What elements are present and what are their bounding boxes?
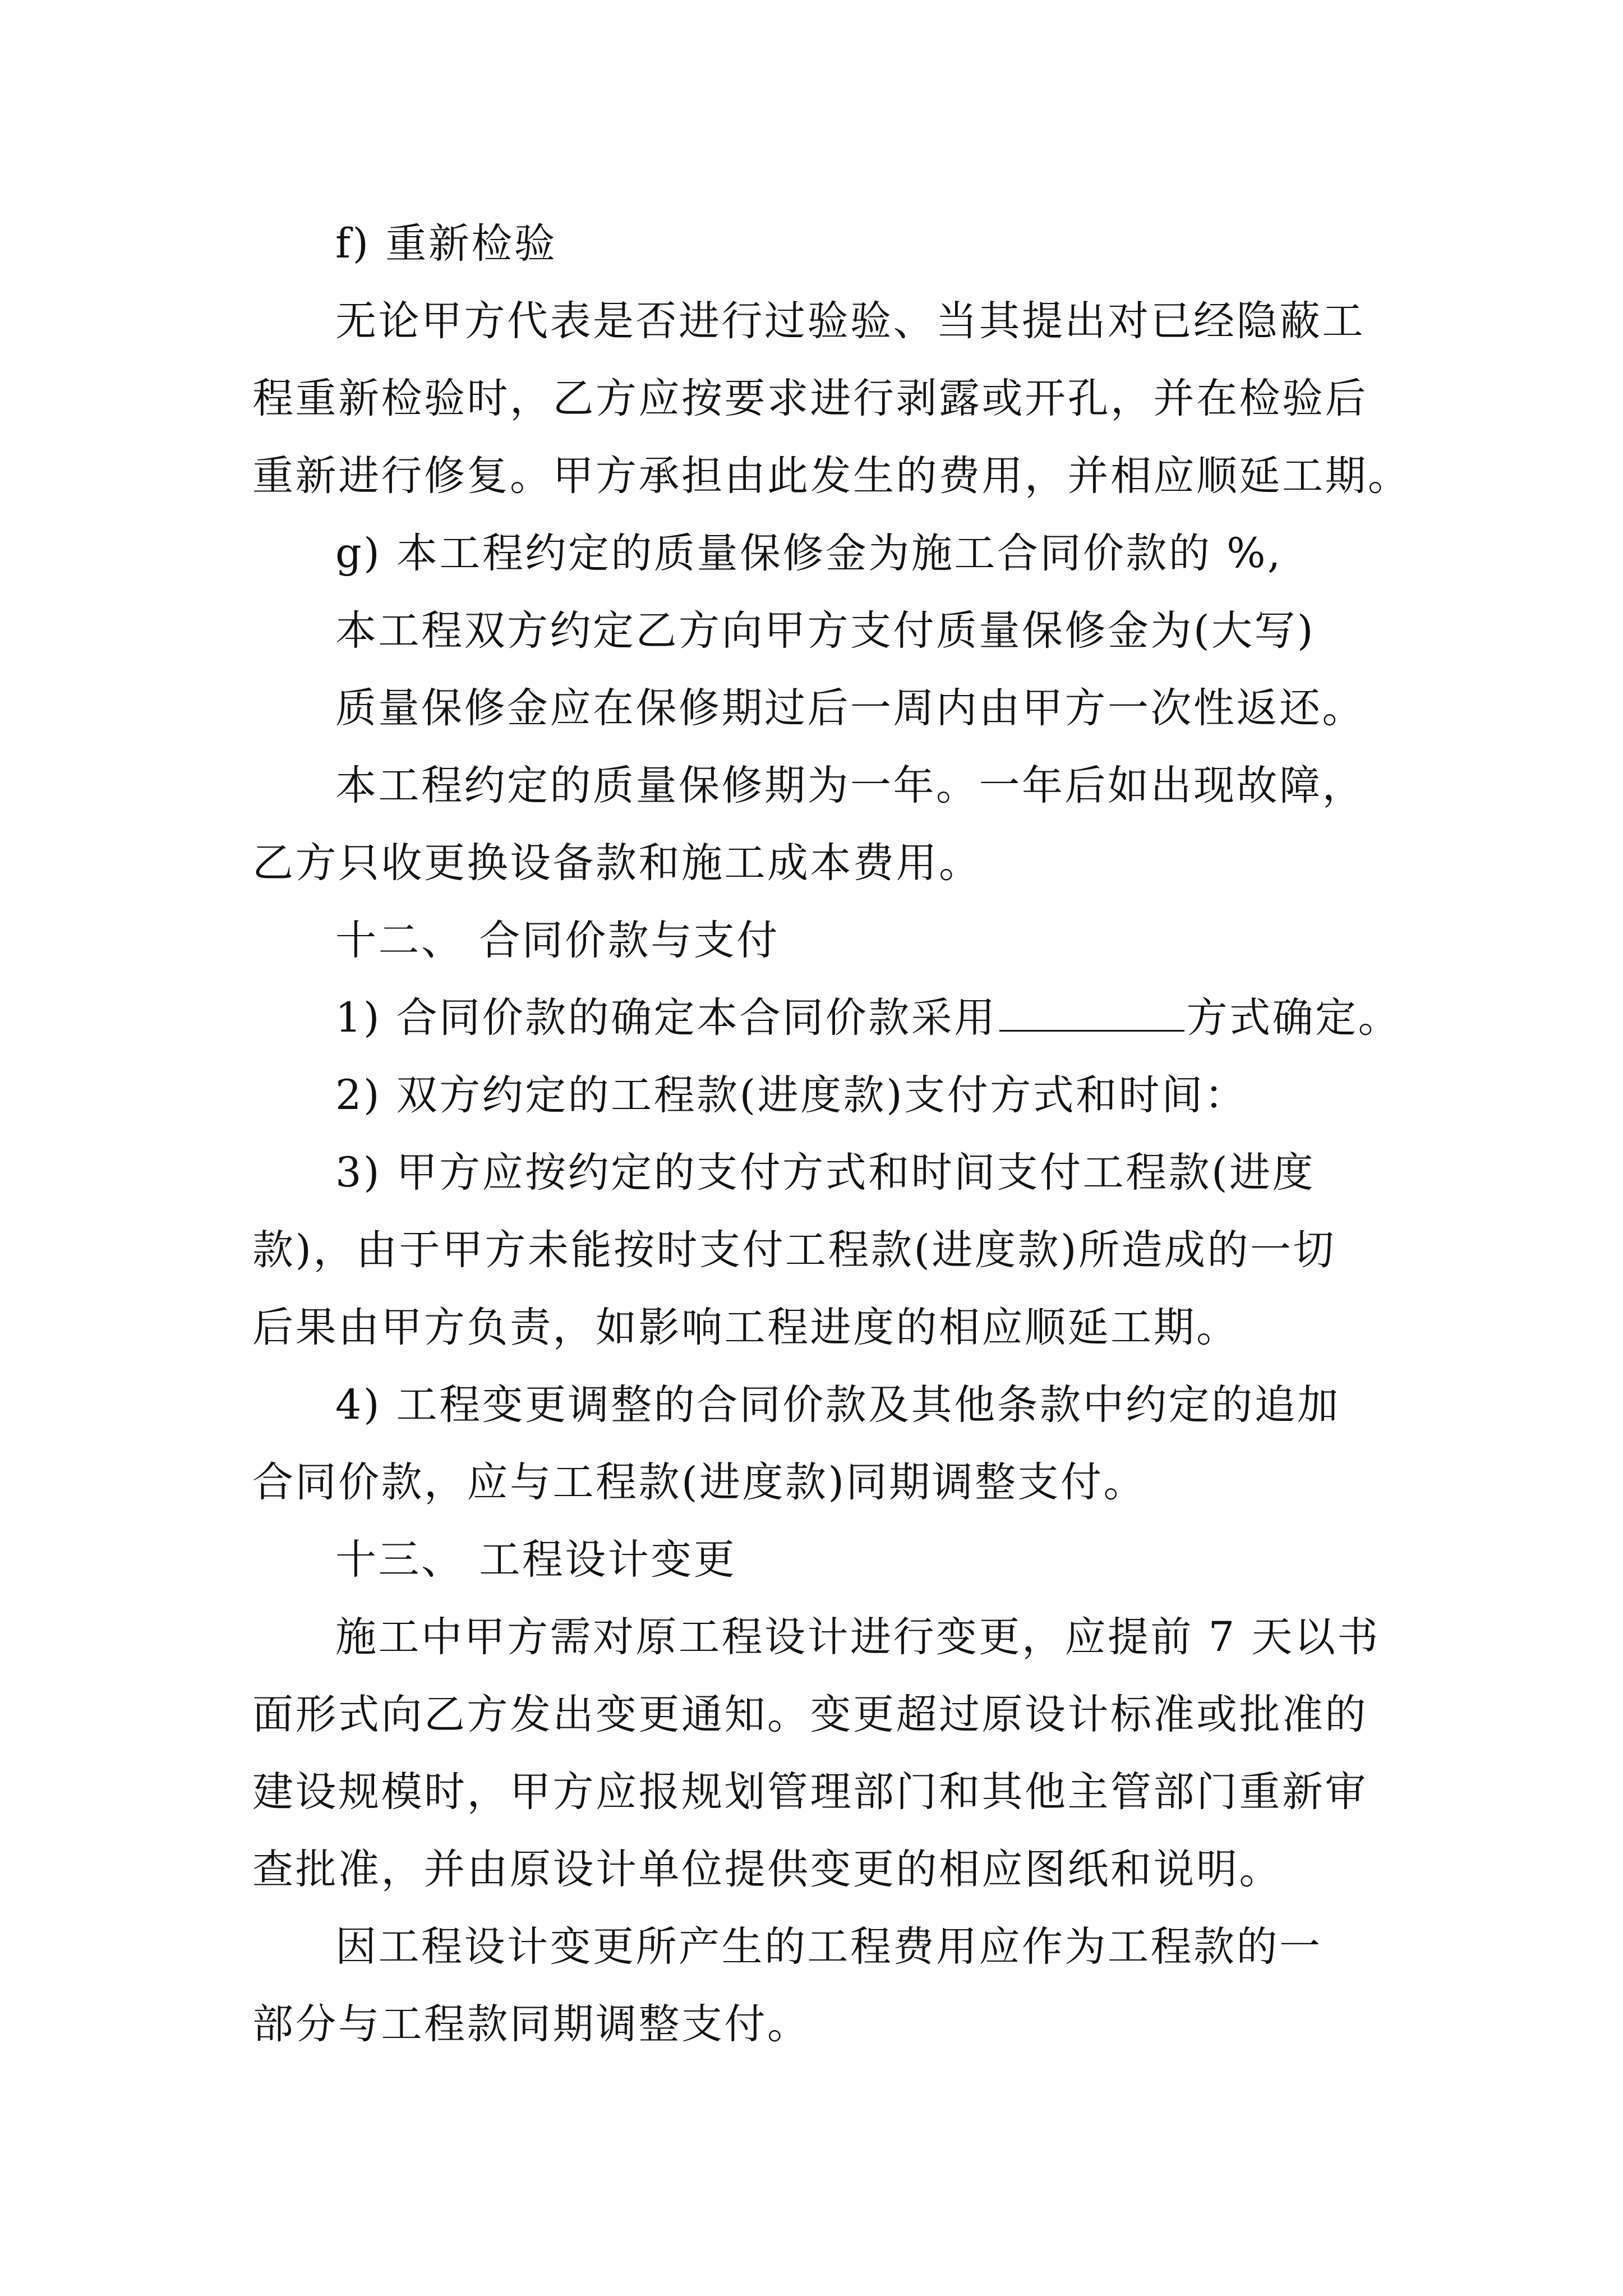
- clause-2-line: 2) 双方约定的工程款(进度款)支付方式和时间：: [335, 1071, 1248, 1119]
- clause-4-line: 4) 工程变更调整的合同价款及其他条款中约定的追加: [335, 1381, 1340, 1429]
- paragraph-line: 合同价款，应与工程款(进度款)同期调整支付。: [252, 1458, 1146, 1506]
- paragraph-line: 乙方只收更换设备款和施工成本费用。: [252, 839, 982, 887]
- paragraph-line: 程重新检验时，乙方应按要求进行剥露或开孔，并在检验后: [252, 375, 1368, 422]
- paragraph-line: 无论甲方代表是否进行过验验、当其提出对已经隐蔽工: [335, 297, 1365, 345]
- clause-1-text-end: 方式确定。: [1186, 994, 1401, 1042]
- fill-in-blank: [999, 991, 1184, 1032]
- clause-1-text: 1) 合同价款的确定本合同价款采用: [335, 994, 997, 1042]
- section-13-heading: 十三、 工程设计变更: [335, 1536, 737, 1584]
- section-12-heading: 十二、 合同价款与支付: [335, 917, 780, 964]
- paragraph-line: 面形式向乙方发出变更通知。变更超过原设计标准或批准的: [252, 1691, 1368, 1738]
- paragraph-line: 后果由甲方负责，如影响工程进度的相应顺延工期。: [252, 1304, 1239, 1351]
- paragraph-line: 因工程设计变更所产生的工程费用应作为工程款的一: [335, 1923, 1322, 1971]
- clause-1-line: [335, 982, 1401, 1055]
- clause-3-line: 3) 甲方应按约定的支付方式和时间支付工程款(进度: [335, 1149, 1316, 1197]
- paragraph-line: 部分与工程款同期调整支付。: [252, 2000, 810, 2048]
- paragraph-line: 质量保修金应在保修期过后一周内由甲方一次性返还。: [335, 684, 1365, 732]
- clause-f-heading: f) 重新检验: [335, 220, 557, 268]
- clause-g-line: g) 本工程约定的质量保修金为施工合同价款的 %,: [335, 530, 1283, 577]
- paragraph-line: 查批准，并由原设计单位提供变更的相应图纸和说明。: [252, 1846, 1282, 1893]
- paragraph-line: 本工程约定的质量保修期为一年。一年后如出现故障，: [335, 762, 1365, 809]
- paragraph-line: 款)，由于甲方未能按时支付工程款(进度款)所造成的一切: [252, 1226, 1336, 1274]
- paragraph-line: 重新进行修复。甲方承担由此发生的费用，并相应顺延工期。: [252, 452, 1411, 500]
- paragraph-line: 建设规模时，甲方应报规划管理部门和其他主管部门重新审: [252, 1768, 1368, 1816]
- paragraph-line: 施工中甲方需对原工程设计进行变更，应提前 7 天以书: [335, 1613, 1380, 1661]
- paragraph-line: 本工程双方约定乙方向甲方支付质量保修金为(大写): [335, 607, 1315, 655]
